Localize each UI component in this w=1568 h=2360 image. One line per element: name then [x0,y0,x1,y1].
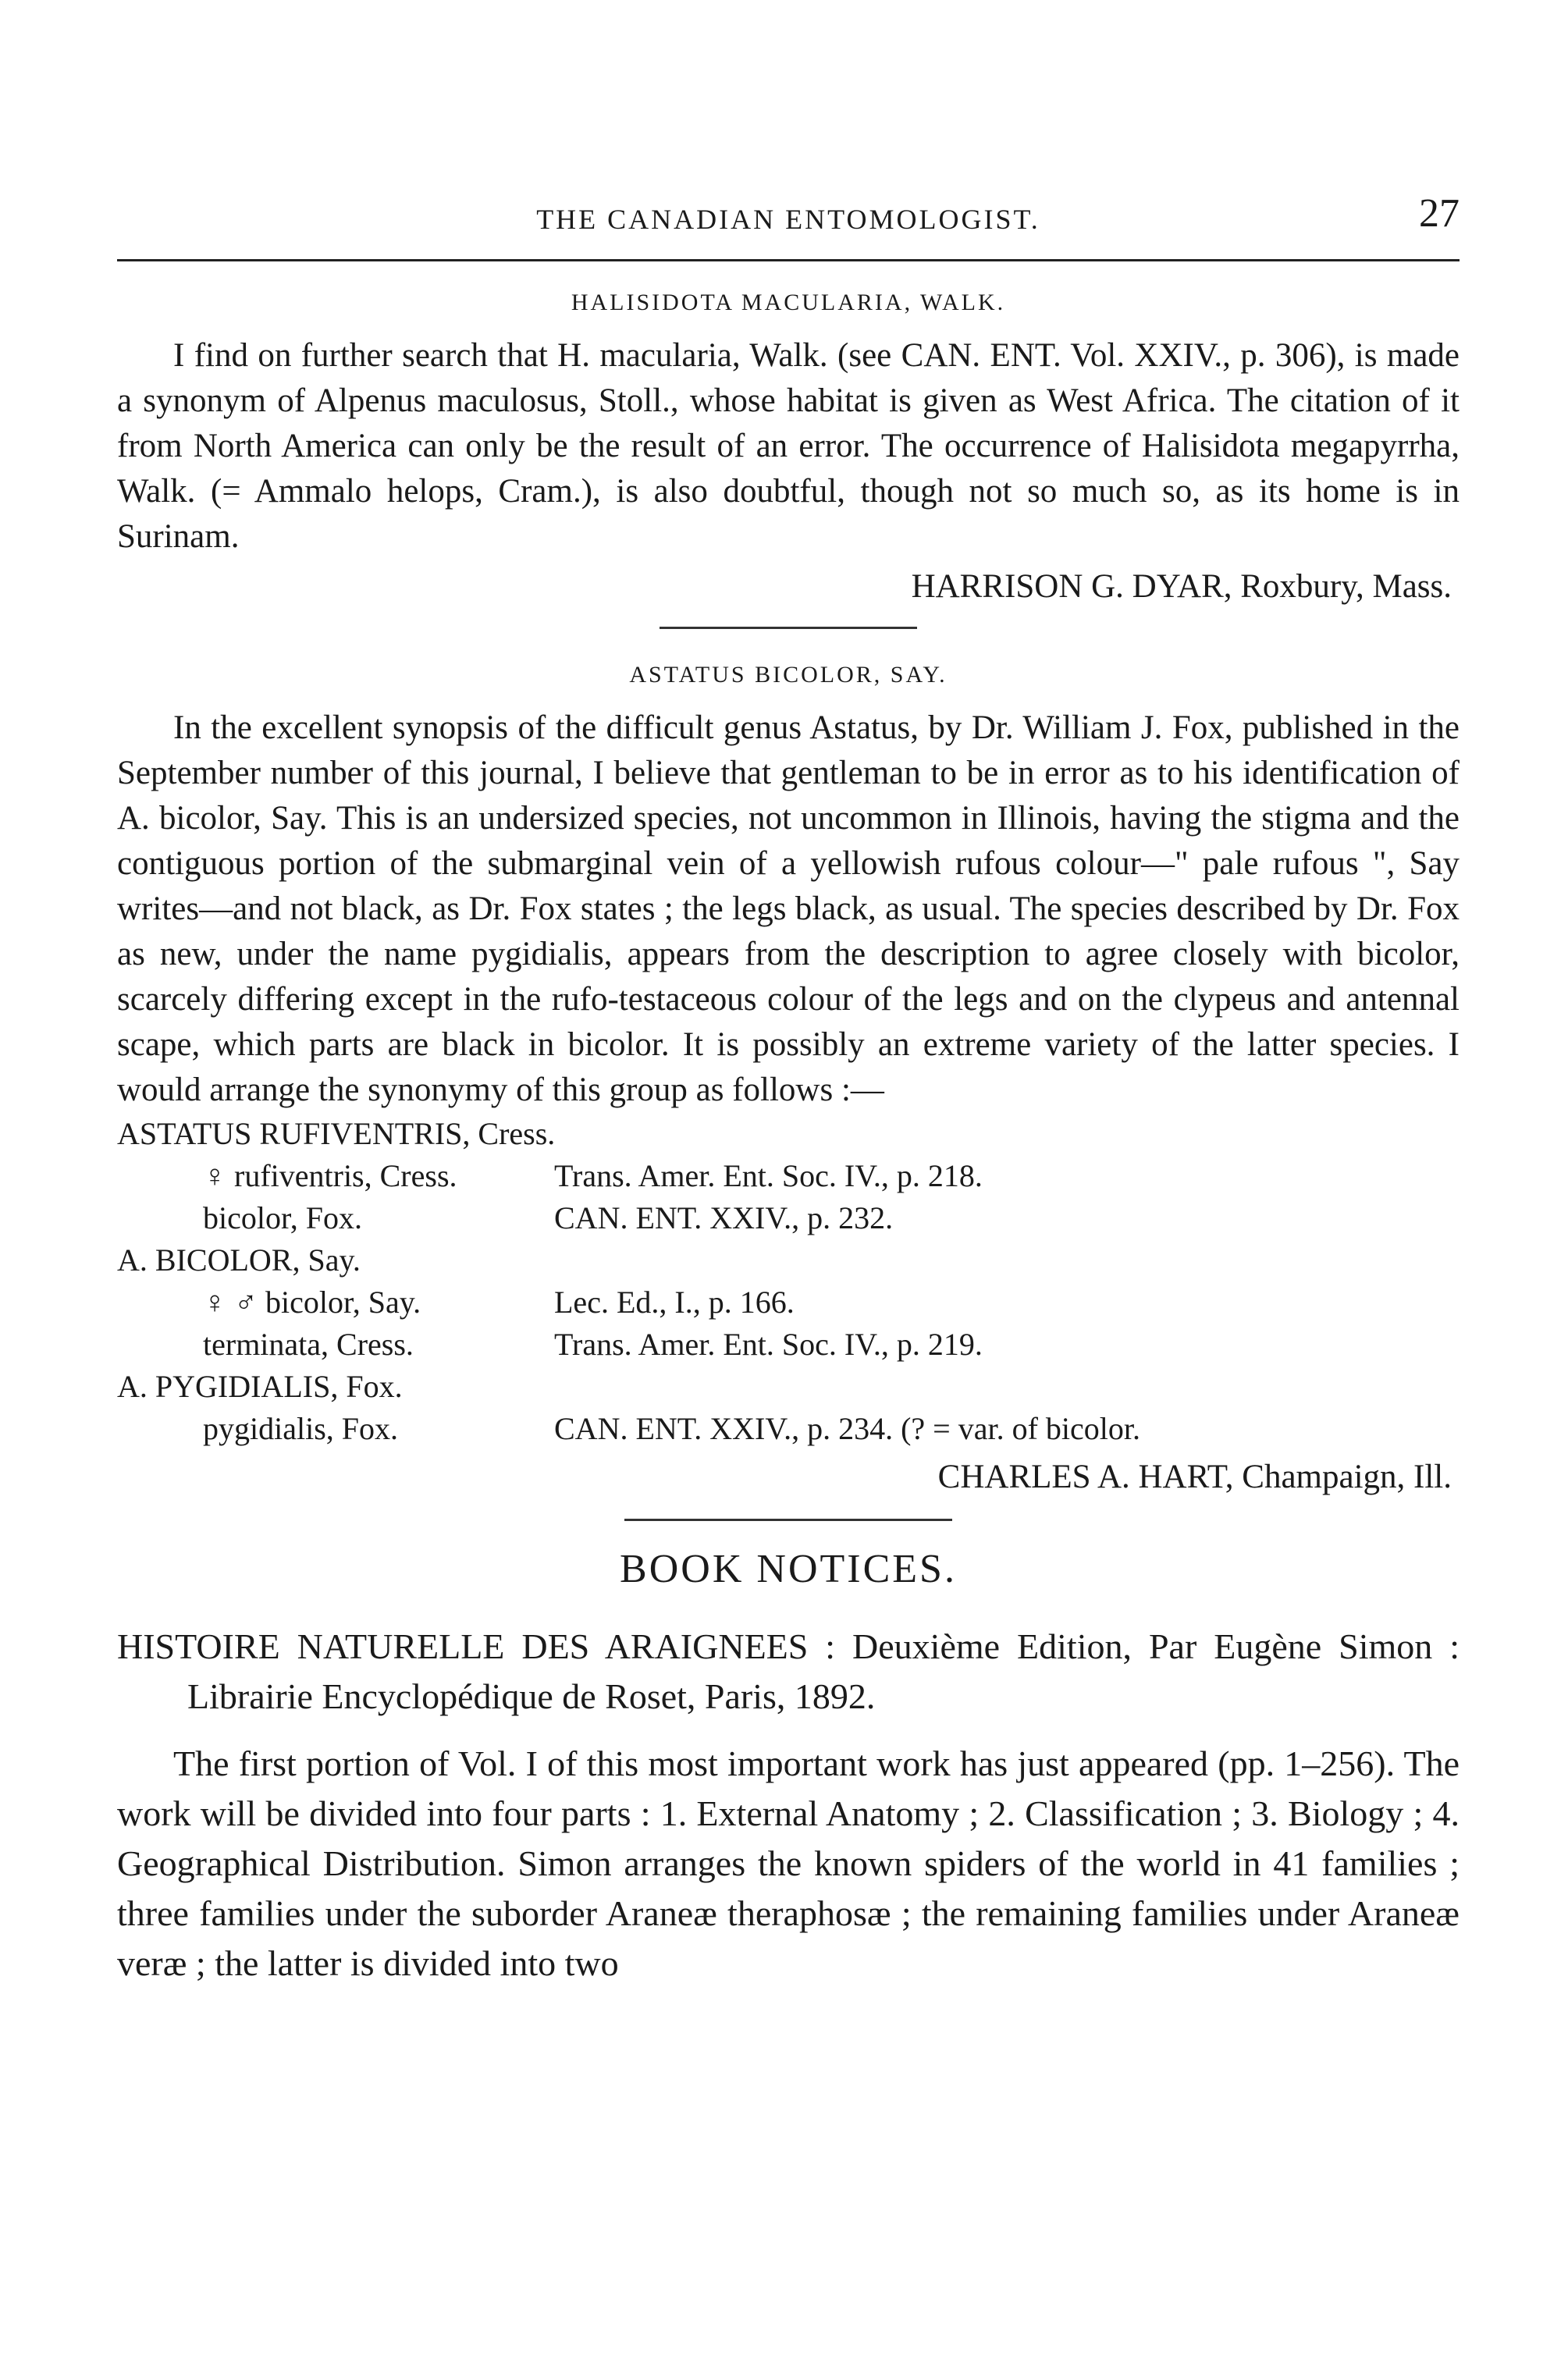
synonymy-reference: Trans. Amer. Ent. Soc. IV., p. 219. [554,1327,983,1362]
section-divider [624,1519,952,1521]
synonymy-name: A. PYGIDIALIS, Fox. [117,1369,403,1404]
synonymy-reference: CAN. ENT. XXIV., p. 234. (? = var. of bicolor. [554,1411,1140,1446]
section-heading-halisidota: HALISIDOTA MACULARIA, WALK. [571,290,1006,315]
section-heading-book-notices: BOOK NOTICES. [620,1547,957,1591]
synonymy-line [117,1324,1460,1366]
page-number: 27 [1419,191,1460,236]
synonymy-reference: Trans. Amer. Ent. Soc. IV., p. 218. [554,1158,983,1193]
synonymy-line [117,1408,1460,1450]
section-divider [660,627,917,629]
header-rule [117,259,1460,261]
journal-title: THE CANADIAN ENTOMOLOGIST. [536,204,1040,235]
synonymy-reference: CAN. ENT. XXIV., p. 232. [554,1200,894,1235]
synonymy-name: pygidialis, Fox. [203,1411,399,1446]
synonymy-name: terminata, Cress. [203,1327,414,1362]
signature-dyar: HARRISON G. DYAR, Roxbury, Mass. [911,568,1452,605]
book-title: HISTOIRE NATURELLE DES ARAIGNEES : Deuxième Edition, Par Eugène Simon : Librairie Encyclopédique de Roset, Paris, 1892. [117,1626,1460,1716]
synonymy-name: bicolor, Fox. [203,1200,362,1235]
paragraph-book-notice: The first portion of Vol. I of this most important work has just appeared (pp. 1–256). The work will be divided into four parts : 1. External Anatomy ; 2. Classification ; 3. Biology ; 4. Geographical Distribution. Simon arranges the known spiders of the world in 41 families ; three families under the suborder Araneæ theraphosæ ; the remaining families under Araneæ veræ ; the latter is divided into two [117,1743,1460,1983]
synonymy-name: A. BICOLOR, Say. [117,1242,361,1278]
synonymy-line [117,1366,1460,1408]
synonymy-line [117,1197,1460,1239]
synonymy-line [117,1239,1460,1281]
synonymy-line [117,1113,1460,1155]
page [117,187,1460,1989]
synonymy-name: ASTATUS RUFIVENTRIS, Cress. [117,1116,556,1151]
synonymy-reference: Lec. Ed., I., p. 166. [554,1285,795,1320]
paragraph-halisidota: I find on further search that H. macularia, Walk. (see CAN. ENT. Vol. XXIV., p. 306), is made a synonym of Alpenus maculosus, Stoll., whose habitat is given as West Africa. The citation of it from North America can only be the result of an error. The occurrence of Halisidota megapyrrha, Walk. (= Ammalo helops, Cram.), is also doubtful, though not so much so, as its home is in Surinam. [117,337,1460,555]
section-heading-astatus: ASTATUS BICOLOR, SAY. [629,662,948,688]
synonymy-line [117,1155,1460,1197]
signature-hart: CHARLES A. HART, Champaign, Ill. [937,1459,1452,1495]
synonymy-name: ♀ rufiventris, Cress. [203,1158,457,1193]
running-header [117,187,1460,250]
synonymy-list [117,1113,1460,1450]
paragraph-astatus: In the excellent synopsis of the difficult genus Astatus, by Dr. William J. Fox, published in the September number of this journal, I believe that gentleman to be in error as to his identification of A. bicolor, Say. This is an undersized species, not uncommon in Illinois, having the stigma and the contiguous portion of the submarginal vein of a yellowish rufous colour—" pale rufous ", Say writes—and not black, as Dr. Fox states ; the legs black, as usual. The species described by Dr. Fox as new, under the name pygidialis, appears from the description to agree closely with bicolor, scarcely differing except in the rufo-testaceous colour of the legs and on the clypeus and antennal scape, which parts are black in bicolor. It is possibly an extreme variety of the latter species. I would arrange the synonymy of this group as follows :— [117,709,1460,1108]
synonymy-name: ♀ ♂ bicolor, Say. [203,1285,421,1320]
synonymy-line [117,1281,1460,1324]
